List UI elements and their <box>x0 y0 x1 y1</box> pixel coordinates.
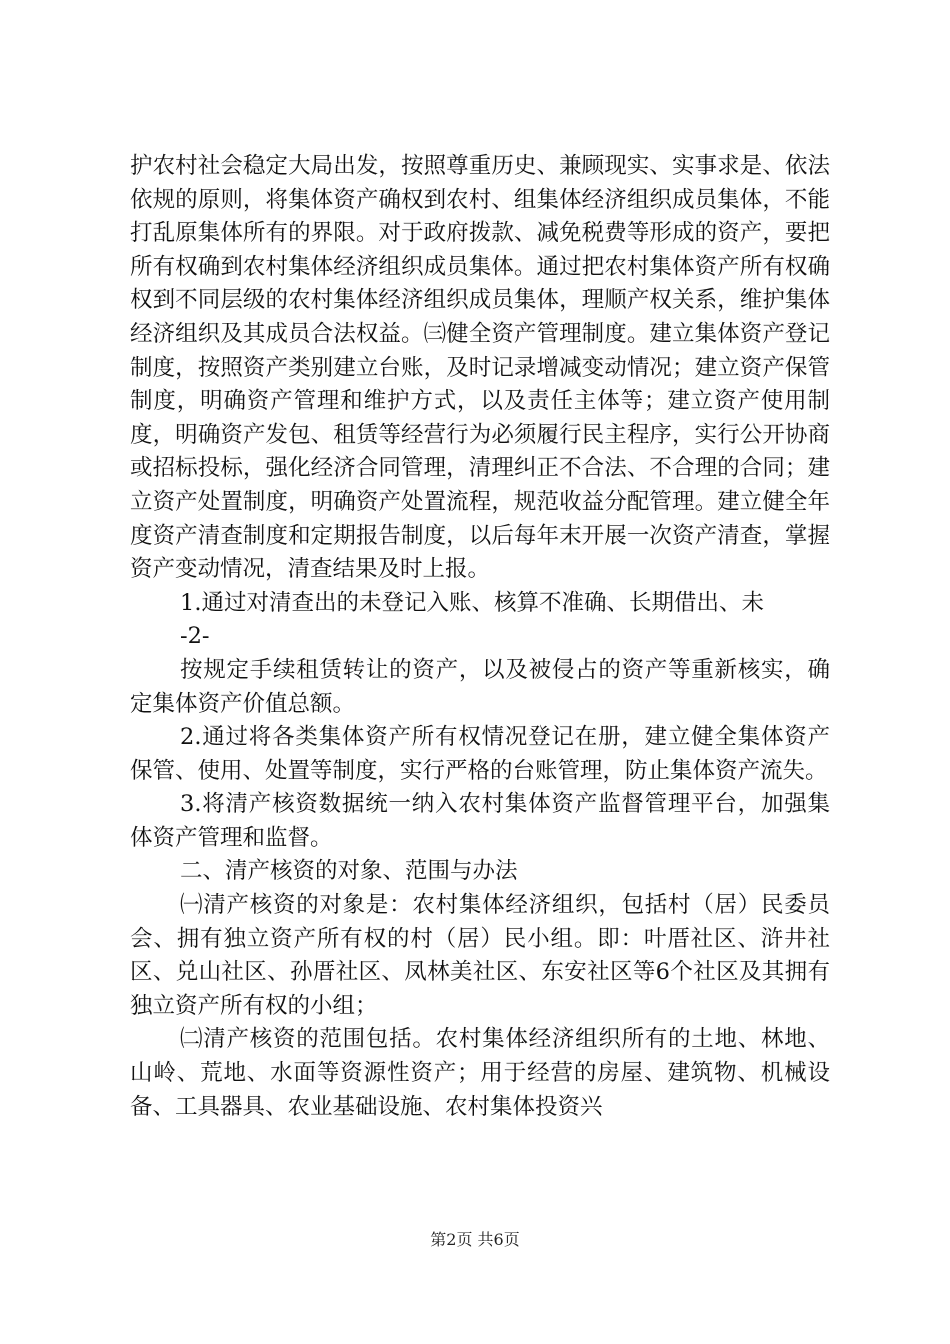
paragraph-item-2: 2.通过将各类集体资产所有权情况登记在册，建立健全集体资产保管、使用、处置等制度，实行严格的台账管理，防止集体资产流失。 <box>130 724 830 784</box>
paragraph-item-1: 1.通过对清查出的未登记入账、核算不准确、长期借出、未 <box>180 589 764 616</box>
inline-page-marker: -2- <box>180 623 210 650</box>
document-body <box>130 150 830 1124</box>
paragraph-item-3: 3.将清产核资数据统一纳入农村集体资产监督管理平台，加强集体资产管理和监督。 <box>130 791 830 851</box>
page-footer: 第2页 共6页 <box>430 1230 520 1249</box>
paragraph-objects: ㈠清产核资的对象是：农村集体经济组织，包括村（居）民委员会、拥有独立资产所有权的村（居）民小组。即：叶厝社区、浒井社区、兑山社区、孙厝社区、凤林美社区、东安社区等6个社区及其拥有独立资产所有权的小组； <box>130 892 830 1019</box>
paragraph-item-1-continued: 按规定手续租赁转让的资产，以及被侵占的资产等重新核实，确定集体资产价值总额。 <box>130 656 830 717</box>
paragraph-asset-confirmation: 护农村社会稳定大局出发，按照尊重历史、兼顾现实、实事求是、依法依规的原则，将集体资产确权到农村、组集体经济组织成员集体，不能打乱原集体所有的界限。对于政府拨款、减免税费等形成的资产，要把所有权确到农村集体经济组织成员集体。通过把农村集体资产所有权确权到不同层级的农村集体经济组织成员集体，理顺产权关系，维护集体经济组织及其成员合法权益。㈢健全资产管理制度。建立集体资产登记制度，按照资产类别建立台账，及时记录增减变动情况；建立资产保管制度，明确资产管理和维护方式，以及责任主体等；建立资产使用制度，明确资产发包、租赁等经营行为必须履行民主程序，实行公开协商或招标投标，强化经济合同管理，清理纠正不合法、不合理的合同；建立资产处置制度，明确资产处置流程，规范收益分配管理。建立健全年度资产清查制度和定期报告制度，以后每年末开展一次资产清查，掌握资产变动情况，清查结果及时上报。 <box>130 153 830 583</box>
section-heading-2: 二、清产核资的对象、范围与办法 <box>180 858 518 885</box>
paragraph-scope: ㈡清产核资的范围包括。农村集体经济组织所有的土地、林地、山岭、荒地、水面等资源性资产；用于经营的房屋、建筑物、机械设备、工具器具、农业基础设施、农村集体投资兴 <box>130 1026 830 1120</box>
